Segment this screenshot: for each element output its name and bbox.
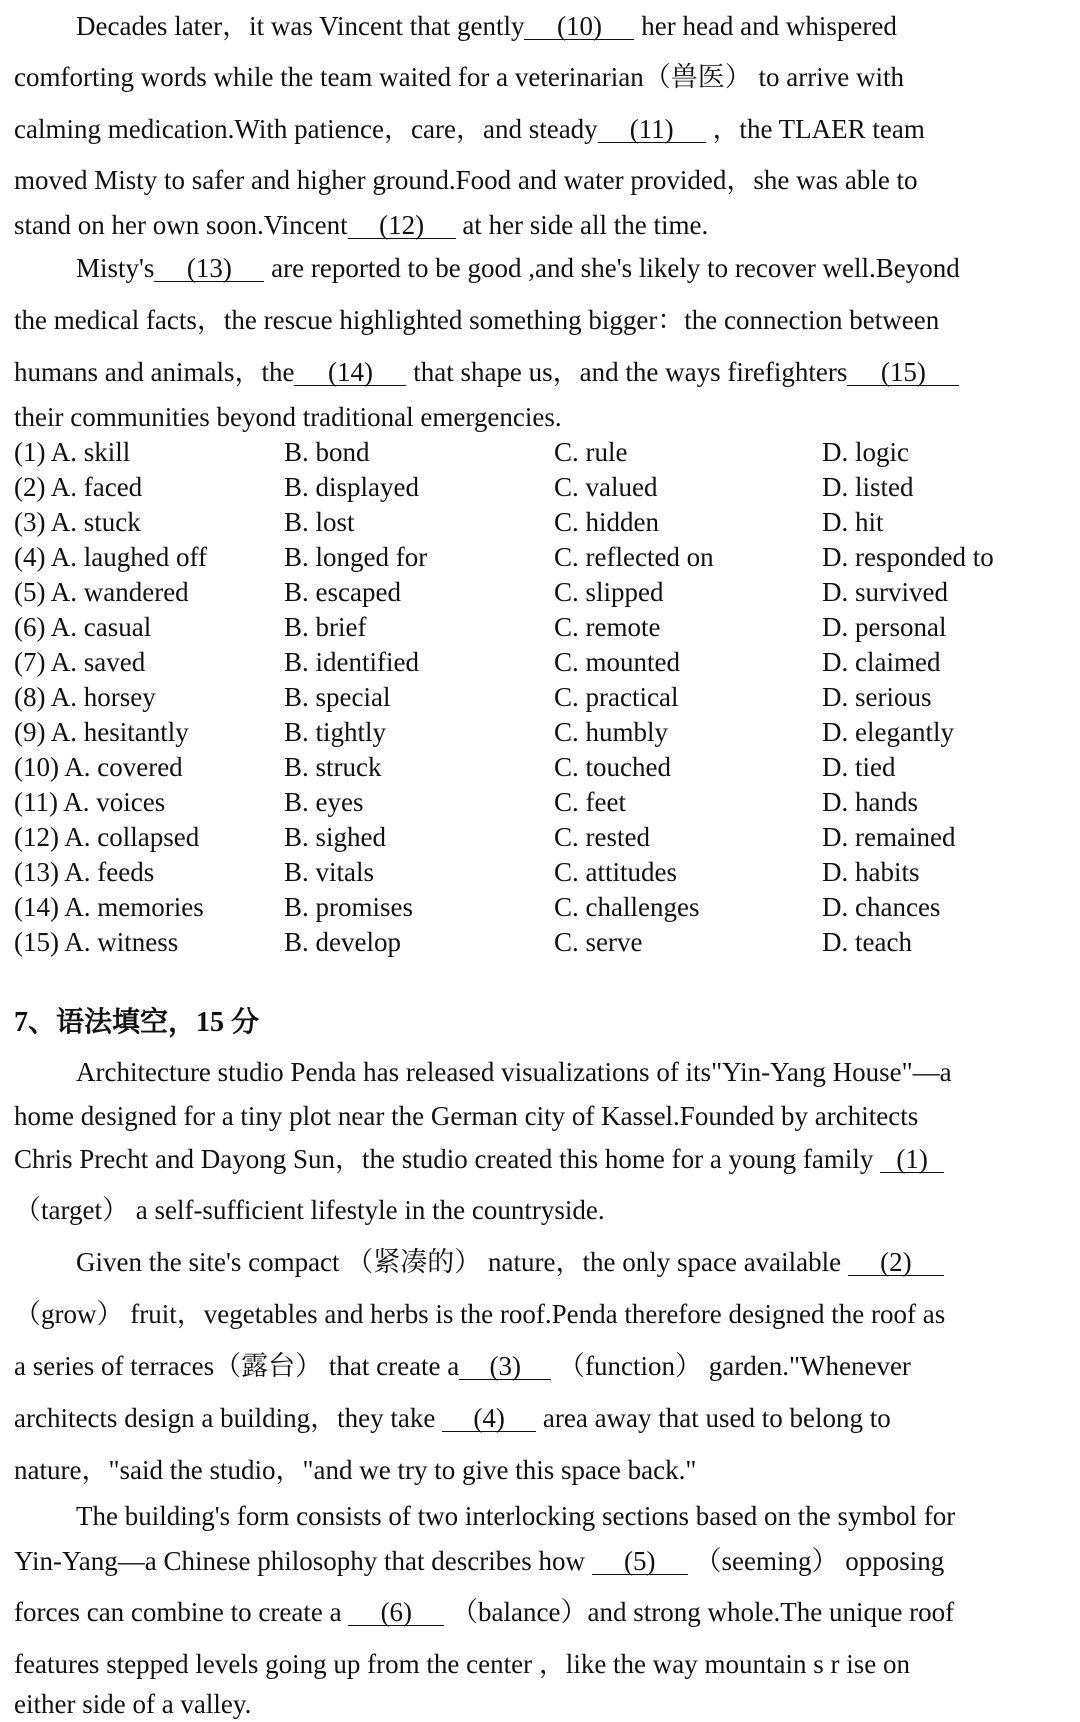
option-d: D. habits bbox=[822, 857, 920, 887]
text: area away that used to belong to bbox=[542, 1403, 891, 1433]
option-b: B. brief bbox=[284, 612, 367, 642]
option-c: C. challenges bbox=[554, 892, 700, 922]
passage-line bbox=[14, 1350, 1066, 1382]
option-c: C. practical bbox=[554, 682, 679, 712]
option-row bbox=[14, 646, 1066, 678]
option-row bbox=[14, 471, 1066, 503]
blank-4: (4) bbox=[442, 1405, 536, 1432]
option-d: D. teach bbox=[822, 927, 912, 957]
text: forces can combine to create a bbox=[14, 1597, 342, 1627]
text: that shape us，and the ways firefighters bbox=[413, 357, 848, 387]
option-a: (10) A. covered bbox=[14, 752, 183, 782]
text: （balance）and strong whole.The unique roof bbox=[451, 1597, 955, 1627]
option-b: B. tightly bbox=[284, 717, 387, 747]
option-row bbox=[14, 926, 1066, 958]
text: Yin-Yang—a Chinese philosophy that describes how bbox=[14, 1546, 585, 1576]
option-a: (14) A. memories bbox=[14, 892, 204, 922]
option-a: (12) A. collapsed bbox=[14, 822, 200, 852]
blank-2: (2) bbox=[848, 1249, 944, 1276]
option-b: B. promises bbox=[284, 892, 414, 922]
option-d: D. remained bbox=[822, 822, 956, 852]
option-b: B. develop bbox=[284, 927, 401, 957]
option-b: B. longed for bbox=[284, 542, 428, 572]
option-b: B. escaped bbox=[284, 577, 401, 607]
option-row bbox=[14, 716, 1066, 748]
passage-line bbox=[14, 1100, 1066, 1132]
passage-line bbox=[76, 1246, 1080, 1278]
option-row bbox=[14, 541, 1066, 573]
passage-line bbox=[14, 164, 1066, 196]
option-b: B. special bbox=[284, 682, 391, 712]
passage-line bbox=[76, 1500, 1080, 1532]
option-c: C. remote bbox=[554, 612, 661, 642]
option-d: D. hands bbox=[822, 787, 918, 817]
text: （seeming） opposing bbox=[694, 1546, 945, 1576]
text: moved Misty to safer and higher ground.Food and water provided，she was able to bbox=[14, 165, 918, 195]
option-row bbox=[14, 856, 1066, 888]
text: the medical facts，the rescue highlighted something bigger：the connection between bbox=[14, 305, 940, 335]
option-a: (7) A. saved bbox=[14, 647, 146, 677]
text: their communities beyond traditional emergencies. bbox=[14, 402, 562, 432]
text: Architecture studio Penda has released visualizations of its"Yin-Yang House"—a bbox=[76, 1057, 952, 1087]
text: architects design a building，they take bbox=[14, 1403, 436, 1433]
option-row bbox=[14, 611, 1066, 643]
text: are reported to be good ,and she's likely to recover well.Beyond bbox=[271, 253, 960, 283]
passage-line bbox=[14, 209, 1066, 241]
passage-line bbox=[14, 113, 1066, 145]
option-d: D. survived bbox=[822, 577, 948, 607]
blank-15: (15) bbox=[847, 359, 959, 386]
option-a: (5) A. wandered bbox=[14, 577, 189, 607]
option-a: (9) A. hesitantly bbox=[14, 717, 189, 747]
passage-line bbox=[14, 356, 1066, 388]
option-a: (8) A. horsey bbox=[14, 682, 156, 712]
passage-line bbox=[14, 1402, 1066, 1434]
option-d: D. listed bbox=[822, 472, 914, 502]
blank-10: (10) bbox=[524, 13, 634, 40]
option-c: C. humbly bbox=[554, 717, 669, 747]
passage-line bbox=[14, 1688, 1066, 1720]
text: nature，"said the studio，"and we try to give this space back." bbox=[14, 1455, 697, 1485]
option-b: B. struck bbox=[284, 752, 382, 782]
option-row bbox=[14, 891, 1066, 923]
text: Given the site's compact （紧凑的） nature，the only space available bbox=[76, 1247, 842, 1277]
text: calming medication.With patience，care，and steady bbox=[14, 114, 598, 144]
text: at her side all the time. bbox=[462, 210, 709, 240]
option-c: C. attitudes bbox=[554, 857, 677, 887]
passage-line bbox=[14, 401, 1066, 433]
option-c: C. hidden bbox=[554, 507, 659, 537]
passage-line bbox=[14, 1143, 1066, 1175]
passage-line bbox=[14, 1298, 1066, 1330]
text: （grow） fruit，vegetables and herbs is the roof.Penda therefore designed the roof as bbox=[14, 1299, 946, 1329]
passage-line bbox=[76, 252, 1080, 284]
text: stand on her own soon.Vincent bbox=[14, 210, 348, 240]
option-c: C. touched bbox=[554, 752, 671, 782]
section-title: 7、语法填空，15 分 bbox=[14, 1007, 260, 1038]
text: humans and animals，the bbox=[14, 357, 295, 387]
text: Decades later，it was Vincent that gently bbox=[76, 11, 525, 41]
option-row bbox=[14, 681, 1066, 713]
option-b: B. identified bbox=[284, 647, 419, 677]
option-d: D. chances bbox=[822, 892, 941, 922]
text: （function） garden."Whenever bbox=[558, 1351, 911, 1381]
option-d: D. serious bbox=[822, 682, 932, 712]
text: either side of a valley. bbox=[14, 1689, 252, 1719]
blank-5: (5) bbox=[592, 1548, 688, 1575]
blank-13: (13) bbox=[154, 255, 264, 282]
option-row bbox=[14, 576, 1066, 608]
passage-line bbox=[14, 1194, 1066, 1226]
blank-3: (3) bbox=[459, 1353, 551, 1380]
blank-14: (14) bbox=[294, 359, 406, 386]
option-b: B. displayed bbox=[284, 472, 419, 502]
option-a: (3) A. stuck bbox=[14, 507, 141, 537]
passage-line bbox=[76, 10, 1080, 42]
option-b: B. eyes bbox=[284, 787, 364, 817]
option-d: D. elegantly bbox=[822, 717, 954, 747]
passage-line bbox=[14, 1596, 1066, 1628]
text: home designed for a tiny plot near the German city of Kassel.Founded by architects bbox=[14, 1101, 919, 1131]
option-c: C. reflected on bbox=[554, 542, 714, 572]
option-c: C. rested bbox=[554, 822, 650, 852]
option-c: C. serve bbox=[554, 927, 643, 957]
passage-line bbox=[14, 1545, 1066, 1577]
option-row bbox=[14, 821, 1066, 853]
option-d: D. logic bbox=[822, 437, 909, 467]
option-c: C. slipped bbox=[554, 577, 664, 607]
passage-line bbox=[14, 304, 1066, 336]
option-d: D. hit bbox=[822, 507, 884, 537]
option-a: (2) A. faced bbox=[14, 472, 143, 502]
blank-11: (11) bbox=[598, 116, 706, 143]
option-a: (6) A. casual bbox=[14, 612, 152, 642]
option-c: C. valued bbox=[554, 472, 658, 502]
text: features stepped levels going up from the center ，like the way mountain s r ise on bbox=[14, 1649, 910, 1679]
option-a: (15) A. witness bbox=[14, 927, 179, 957]
passage-line bbox=[14, 61, 1066, 93]
text: （target） a self-sufficient lifestyle in the countryside. bbox=[14, 1195, 605, 1225]
blank-6: (6) bbox=[348, 1599, 444, 1626]
option-d: D. responded to bbox=[822, 542, 994, 572]
text: her head and whispered bbox=[641, 11, 897, 41]
option-row bbox=[14, 506, 1066, 538]
option-a: (4) A. laughed off bbox=[14, 542, 207, 572]
passage-line bbox=[14, 1648, 1066, 1680]
text: comforting words while the team waited for a veterinarian（兽医） to arrive with bbox=[14, 62, 904, 92]
option-d: D. tied bbox=[822, 752, 896, 782]
option-row bbox=[14, 786, 1066, 818]
option-a: (13) A. feeds bbox=[14, 857, 155, 887]
text: a series of terraces（露台） that create a bbox=[14, 1351, 460, 1381]
option-c: C. rule bbox=[554, 437, 628, 467]
passage-line bbox=[14, 1454, 1066, 1486]
option-b: B. bond bbox=[284, 437, 370, 467]
option-row bbox=[14, 436, 1066, 468]
option-c: C. mounted bbox=[554, 647, 680, 677]
option-c: C. feet bbox=[554, 787, 626, 817]
blank-1: (1) bbox=[880, 1146, 944, 1173]
blank-12: (12) bbox=[348, 212, 456, 239]
text: Chris Precht and Dayong Sun，the studio created this home for a young family bbox=[14, 1144, 874, 1174]
option-b: B. lost bbox=[284, 507, 355, 537]
option-b: B. sighed bbox=[284, 822, 387, 852]
option-a: (11) A. voices bbox=[14, 787, 166, 817]
passage-line bbox=[76, 1056, 1080, 1088]
text: The building's form consists of two interlocking sections based on the symbol for bbox=[76, 1501, 956, 1531]
text: Misty's bbox=[76, 253, 155, 283]
text: ，the TLAER team bbox=[712, 114, 925, 144]
option-b: B. vitals bbox=[284, 857, 375, 887]
option-d: D. claimed bbox=[822, 647, 941, 677]
option-row bbox=[14, 751, 1066, 783]
option-d: D. personal bbox=[822, 612, 947, 642]
option-a: (1) A. skill bbox=[14, 437, 131, 467]
